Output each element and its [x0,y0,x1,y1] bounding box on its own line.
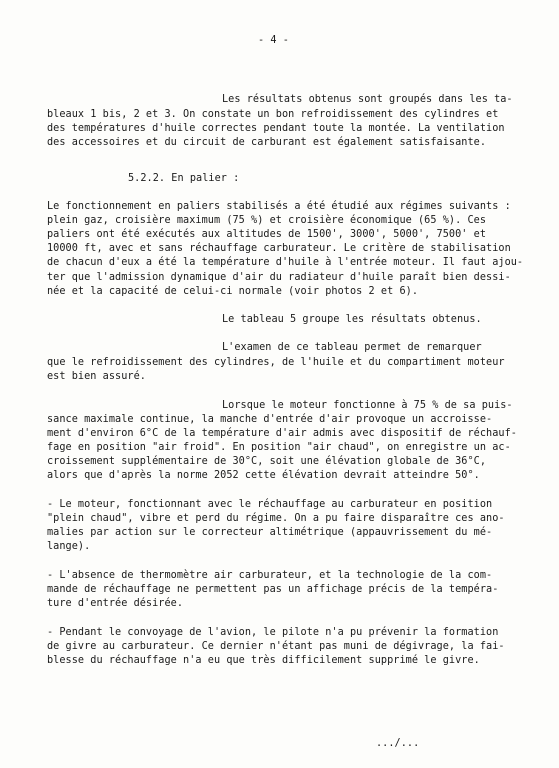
section-heading: 5.2.2. En palier : [128,173,240,184]
text-line: des accessoires et du circuit de carburant est également satisfaisante. [47,137,487,148]
text-line: fage en position "air froid". En position "air chaud", on enregistre un ac- [47,442,511,453]
text-line: des températures d'huile correctes pendant toute la montée. La ventilation [47,123,505,134]
page-number: - 4 - [258,35,289,46]
text-line: - L'absence de thermomètre air carburateur, et la technologie de la com- [47,570,493,581]
text-line: lange). [47,541,91,552]
text-line: née et la capacité de celui-ci normale (voir photos 2 et 6). [47,286,419,297]
text-line: malies par action sur le correcteur altimétrique (appauvrissement du mé- [47,527,493,538]
text-line: "plein chaud", vibre et perd du régime. On a pu faire disparaître ces ano- [47,513,505,524]
text-line: ture d'entrée désirée. [47,598,184,609]
text-line: plein gaz, croisière maximum (75 %) et croisière économique (65 %). Ces [47,215,487,226]
text-line: de givre au carburateur. Ce dernier n'étant pas muni de dégivrage, la fai- [47,641,505,652]
text-line: 10000 ft, avec et sans réchauffage carburateur. Le critère de stabilisation [47,243,511,254]
text-line: - Pendant le convoyage de l'avion, le pilote n'a pu prévenir la formation [47,627,499,638]
text-line: Lorsque le moteur fonctionne à 75 % de sa puis- [222,400,513,411]
text-line: que le refroidissement des cylindres, de l'huile et du compartiment moteur [47,357,505,368]
text-line: Le tableau 5 groupe les résultats obtenus. [222,314,482,325]
text-line: sance maximale continue, la manche d'entrée d'air provoque un accroisse- [47,414,493,425]
text-line: Les résultats obtenus sont groupés dans les ta- [222,94,513,105]
text-line: bleaux 1 bis, 2 et 3. On constate un bon refroidissement des cylindres et [47,109,499,120]
text-line: ter que l'admission dynamique d'air du radiateur d'huile paraît bien dessi- [47,272,511,283]
text-line: alors que d'après la norme 2052 cette élévation devrait atteindre 50°. [47,470,480,481]
text-line: de chacun d'eux a été la température d'huile à l'entrée moteur. Il faut ajou- [47,257,524,268]
text-line: blesse du réchauffage n'a eu que très difficilement supprimé le givre. [47,655,480,666]
text-line: - Le moteur, fonctionnant avec le réchauffage au carburateur en position [47,499,493,510]
text-line: mande de réchauffage ne permettent pas un affichage précis de la tempéra- [47,584,499,595]
text-line: ment d'environ 6°C de la température d'air admis avec dispositif de réchauf- [47,428,517,439]
text-line: paliers ont été exécutés aux altitudes de 1500', 3000', 5000', 7500' et [47,229,487,240]
text-line: Le fonctionnement en paliers stabilisés a été étudié aux régimes suivants : [47,201,511,212]
continuation-mark: .../... [376,738,420,749]
text-line: est bien assuré. [47,371,146,382]
text-line: croissement supplémentaire de 30°C, soit une élévation globale de 36°C, [47,456,487,467]
text-line: L'examen de ce tableau permet de remarquer [222,342,482,353]
